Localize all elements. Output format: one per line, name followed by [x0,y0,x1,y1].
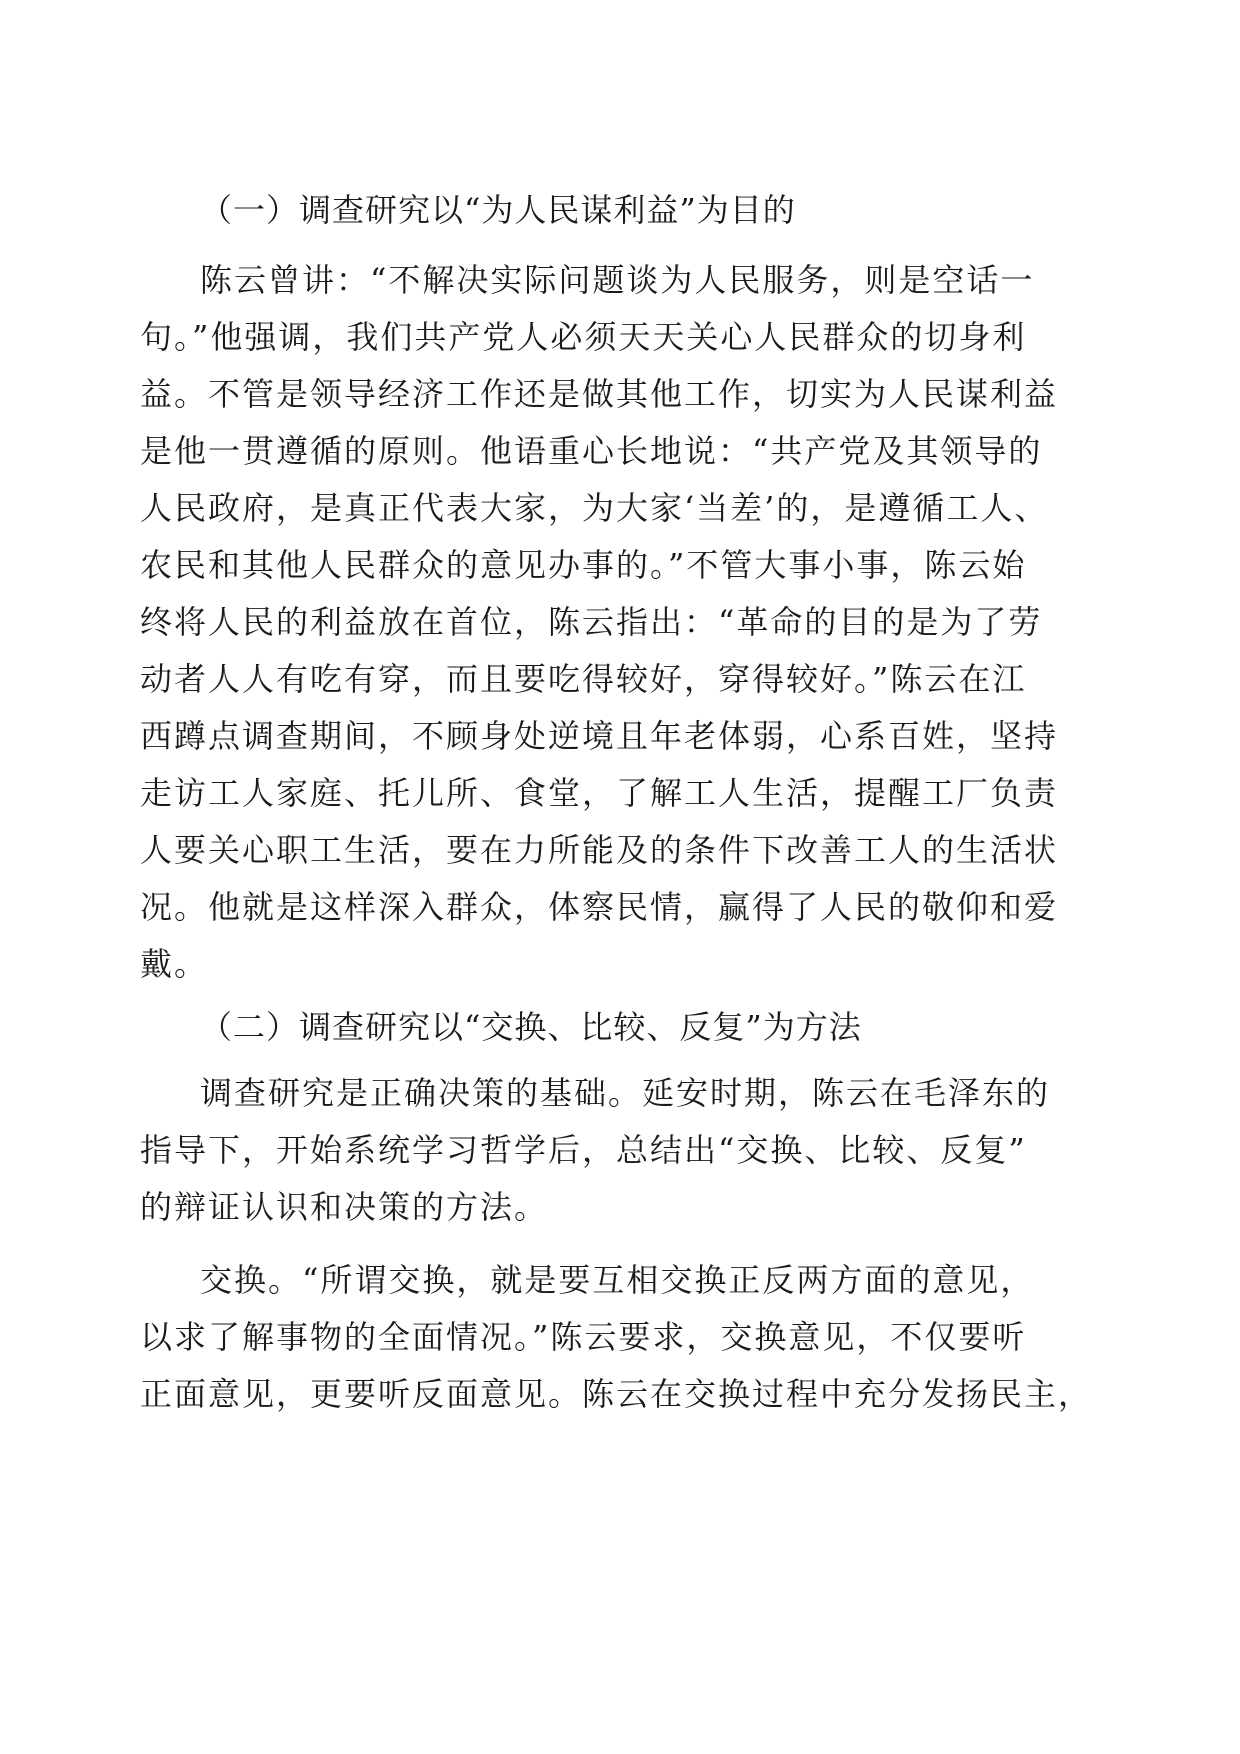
paragraph-line: 益。不管是领导经济工作还是做其他工作，切实为人民谋利益 [140,375,1059,413]
paragraph-line: 况。他就是这样深入群众，体察民情，赢得了人民的敬仰和爱 [140,888,1059,926]
paragraph-line: 终将人民的利益放在首位，陈云指出：“革命的目的是为了劳 [140,603,1043,641]
paragraph-line: 动者人人有吃有穿，而且要吃得较好，穿得较好。”陈云在江 [140,660,1027,698]
paragraph-line: 交换。“所谓交换，就是要互相交换正反两方面的意见， [200,1261,1035,1299]
section-heading-1: （一）调查研究以“为人民谋利益”为目的 [200,191,796,229]
paragraph-line: 人民政府，是真正代表大家，为大家‘当差’的，是遵循工人、 [140,489,1049,527]
section-heading-2: （二）调查研究以“交换、比较、反复”为方法 [200,1008,862,1046]
paragraph-line: 的辩证认识和决策的方法。 [140,1188,549,1226]
paragraph-line: 是他一贯遵循的原则。他语重心长地说：“共产党及其领导的 [140,432,1043,470]
paragraph-line: 农民和其他人民群众的意见办事的。”不管大事小事，陈云始 [140,546,1027,584]
paragraph-line: 以求了解事物的全面情况。”陈云要求，交换意见，不仅要听 [140,1318,1027,1356]
paragraph-line: 正面意见，更要听反面意见。陈云在交换过程中充分发扬民主， [140,1375,1093,1413]
paragraph-line: 走访工人家庭、托儿所、食堂，了解工人生活，提醒工厂负责 [140,774,1059,812]
paragraph-line: 西蹲点调查期间，不顾身处逆境且年老体弱，心系百姓，坚持 [140,717,1059,755]
paragraph-line: 指导下，开始系统学习哲学后，总结出“交换、比较、反复” [140,1131,1027,1169]
paragraph-line: 戴。 [140,945,209,983]
paragraph-line: 陈云曾讲：“不解决实际问题谈为人民服务，则是空话一 [200,261,1035,299]
paragraph-line: 人要关心职工生活，要在力所能及的条件下改善工人的生活状 [140,831,1059,869]
paragraph-line: 调查研究是正确决策的基础。延安时期，陈云在毛泽东的 [200,1074,1051,1112]
paragraph-line: 句。”他强调，我们共产党人必须天天关心人民群众的切身利 [140,318,1027,356]
